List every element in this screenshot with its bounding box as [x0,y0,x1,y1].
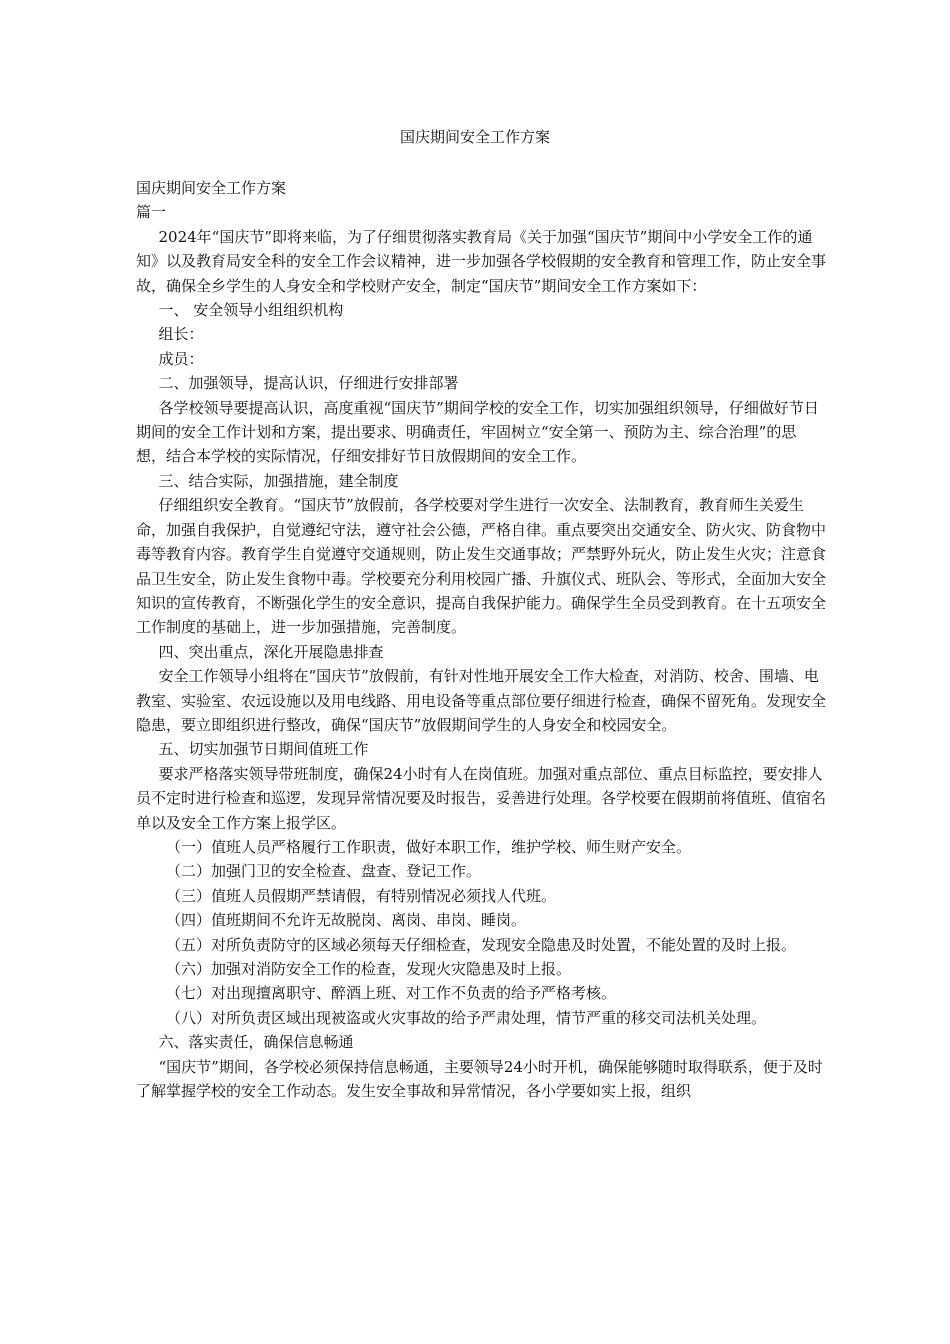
paragraph-5: 要求严格落实领导带班制度，确保24小时有人在岗值班。加强对重点部位、重点目标监控，要安排人员不定时进行检查和巡逻，发现异常情况要及时报告，妥善进行处理。各学校要在假期前将值班、值宿名单以及安全工作方案上报学区。 [136,764,827,832]
document-title: 国庆期间安全工作方案 [399,128,550,146]
section-label: 篇一 [136,203,167,222]
document-body [136,176,826,1103]
list-item: （四）值班期间不允许无故脱岗、离岗、串岗、睡岗。 [166,911,527,930]
section-heading-1: 一、 安全领导小组组织机构 [158,301,344,320]
section-heading-6: 六、落实责任，确保信息畅通 [158,1033,354,1052]
list-item: （六）加强对消防安全工作的检查，发现火灾隐患及时上报。 [166,960,572,978]
list-item: （二）加强门卫的安全检查、盘查、登记工作。 [166,862,482,881]
paragraph-4: 安全工作领导小组将在“国庆节”放假前，有针对性地开展安全工作大检查，对消防、校舍、围墙、电教室、实验室、农远设施以及用电线路、用电设备等重点部位要仔细进行检查，确保不留死角。发现安全隐患，要立即组织进行整改，确保“国庆节”放假期间学生的人身安全和校园安全。 [136,667,827,734]
section-heading-4: 四、突出重点，深化开展隐患排查 [158,642,384,661]
intro-paragraph: 2024年“国庆节”即将来临，为了仔细贯彻落实教育局《关于加强“国庆节”期间中小学安全工作的通知》以及教育局安全科的安全工作会议精神，进一步加强各学校假期的安全教育和管理工作，防止安全事故，确保全乡学生的人身安全和学校财产安全，制定“国庆节”期间安全工作方案如下： [136,227,827,295]
doc-heading-repeat: 国庆期间安全工作方案 [136,179,287,197]
list-item: （八）对所负责区域出现被盗或火灾事故的给予严肃处理，情节严重的移交司法机关处理。 [166,1008,767,1027]
list-item: （五）对所负责防守的区域必须每天仔细检查，发现安全隐患及时处置，不能处置的及时上报。 [166,935,797,954]
section-heading-3: 三、结合实际，加强措施，建全制度 [158,471,399,490]
section-heading-5: 五、切实加强节日期间值班工作 [158,740,369,759]
leader-line: 组长： [158,325,204,344]
list-item: （一）值班人员严格履行工作职责，做好本职工作，维护学校、师生财产安全。 [166,837,692,856]
members-line: 成员： [158,349,204,368]
list-item: （七）对出现擅离职守、醉酒上班、对工作不负责的给予严格考核。 [166,984,617,1003]
paragraph-2: 各学校领导要提高认识，高度重视“国庆节”期间学校的安全工作，切实加强组织领导，仔细做好节日期间的安全工作计划和方案，提出要求、明确责任，牢固树立“安全第一、预防为主、综合治理”的思想，结合本学校的实际情况，仔细安排好节日放假期间的安全工作。 [136,398,819,466]
paragraph-3: 仔细组织安全教育。“国庆节”放假前，各学校要对学生进行一次安全、法制教育，教育师生关爱生命，加强自我保护，自觉遵纪守法，遵守社会公德，严格自律。重点要突出交通安全、防火灾、防食物中毒等教育内容。教育学生自觉遵守交通规则，防止发生交通事故；严禁野外玩火，防止发生火灾；注意食品卫生安全，防止发生食物中毒。学校要充分利用校园广播、升旗仪式、班队会、等形式，全面加大安全知识的宣传教育，不断强化学生的安全意识，提高自我保护能力。确保学生全员受到教育。在十五项安全工作制度的基础上，进一步加强措施，完善制度。 [136,496,827,637]
section-heading-2: 二、加强领导，提高认识，仔细进行安排部署 [158,374,459,393]
paragraph-6: “国庆节”期间，各学校必须保持信息畅通，主要领导24小时开机，确保能够随时取得联系，便于及时了解掌握学校的安全工作动态。发生安全事故和异常情况，各小学要如实上报，组织 [136,1057,823,1101]
list-item: （三）值班人员假期严禁请假，有特别情况必须找人代班。 [166,886,557,905]
